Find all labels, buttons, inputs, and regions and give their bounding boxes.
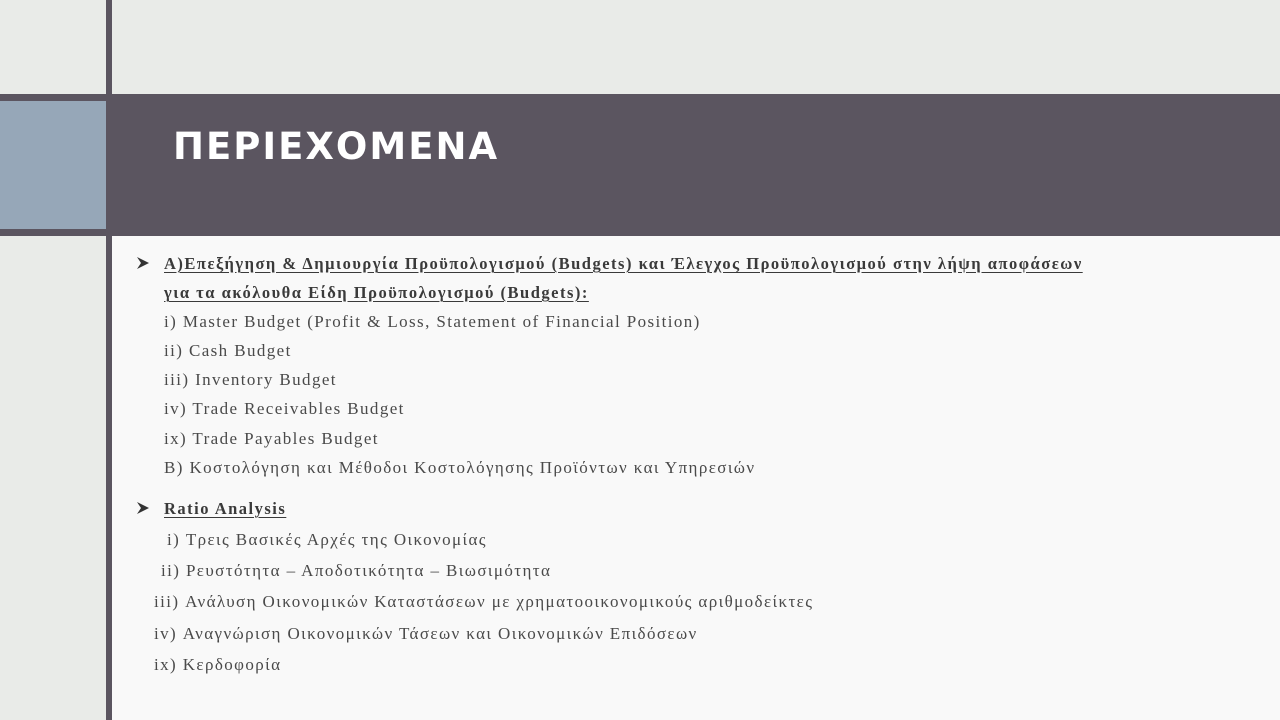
list-item: i) Τρεις Βασικές Αρχές της Οικονομίας [167,530,487,549]
list-item: ii) Ρευστότητα – Αποδοτικότητα – Βιωσιμότητα [161,561,552,580]
accent-block [0,101,106,229]
vertical-divider-bar [106,0,112,720]
list-item: iv) Trade Receivables Budget [164,399,405,418]
top-background-band [0,0,1280,94]
list-item: i) Master Budget (Profit & Loss, Statement of Financial Position) [164,312,701,331]
section-heading-line: A)Επεξήγηση & Δημιουργία Προϋπολογισμού (Budgets) και Έλεγχος Προϋπολογισμού στην λήψη αποφάσεων [164,254,1083,273]
arrow-bullet-icon [136,256,150,270]
list-item: ix) Trade Payables Budget [164,429,379,448]
slide-title: ΠΕΡΙΕΧΟΜΕΝΑ [173,125,500,168]
list-item: iii) Inventory Budget [164,370,337,389]
list-item: iii) Ανάλυση Οικονομικών Καταστάσεων με χρηματοοικονομικούς αριθμοδείκτες [154,592,814,611]
arrow-bullet-icon [136,501,150,515]
list-item: ix) Κερδοφορία [154,655,282,674]
list-item: B) Κοστολόγηση και Μέθοδοι Κοστολόγησης Προϊόντων και Υπηρεσιών [164,458,756,477]
section-heading-line: για τα ακόλουθα Είδη Προϋπολογισμού (Budgets): [164,283,589,302]
section-heading-line: Ratio Analysis [164,499,287,518]
list-item: iv) Αναγνώριση Οικονομικών Τάσεων και Οικονομικών Επιδόσεων [154,624,698,643]
list-item: ii) Cash Budget [164,341,292,360]
